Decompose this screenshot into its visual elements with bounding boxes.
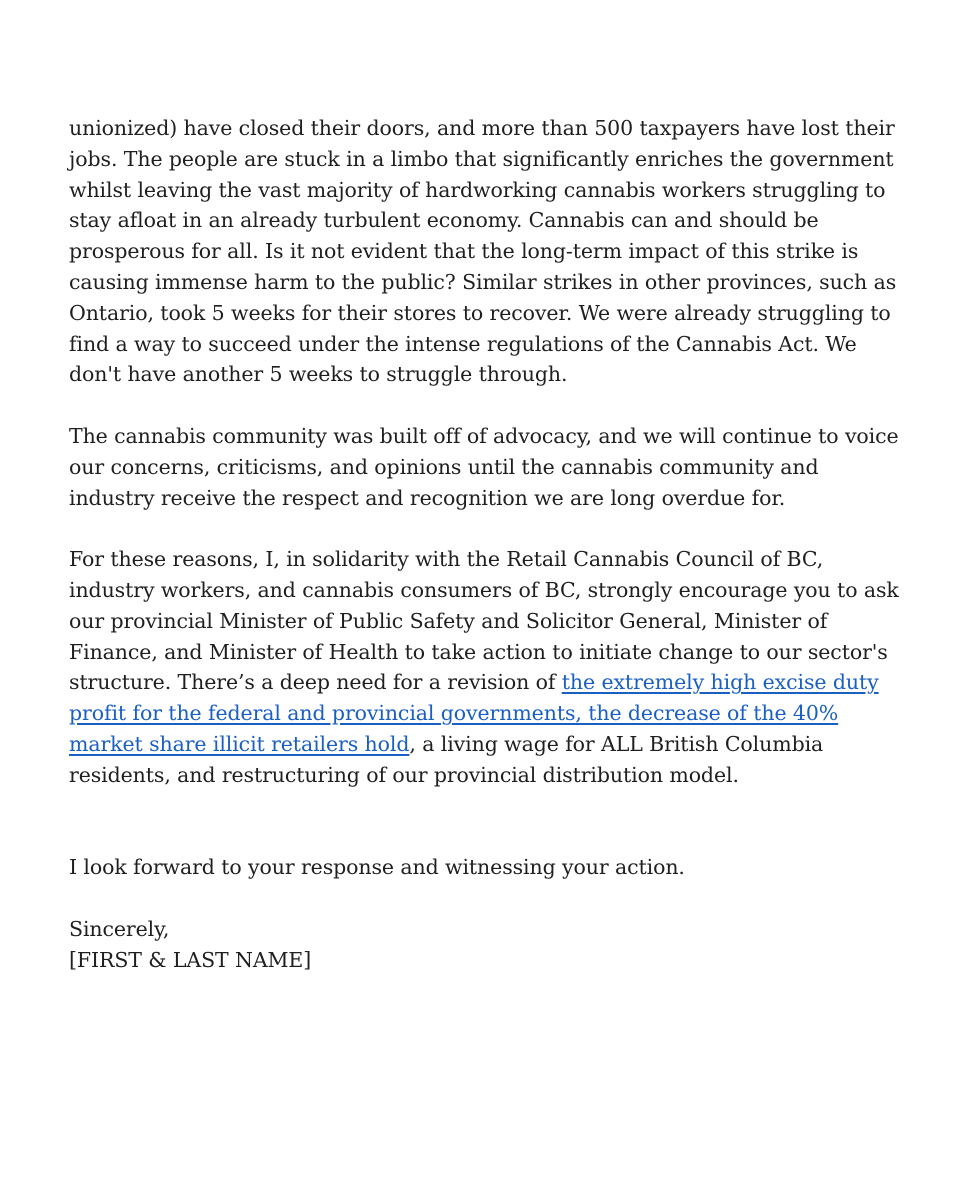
paragraph-advocacy: The cannabis community was built off of advocacy, and we will continue to voice our concerns, criticisms, and opinions until the cannabis community and industry receive the respect and recognition we are long overdue for.: [69, 423, 899, 510]
call-to-action-text: For these reasons, I, in solidarity with the Retail Cannabis Council of BC, industry workers, and cannabis consumers of BC, strongly encourage you to ask our provincial Minister of Public Safety and Solicitor General, Minister of Finance, and Minister of Health to take action to initiate change to our sector's structure. There’s a deep need for a revision of: [69, 547, 899, 695]
paragraph-spacer: [69, 513, 899, 544]
paragraph-spacer: [69, 390, 899, 421]
paragraph-strike-impact: unionized) have closed their doors, and more than 500 taxpayers have lost their jobs. The people are stuck in a limbo that significantly enriches the government whilst leaving the vast majority of hardworking cannabis workers struggling to stay afloat in an already turbulent economy. Cannabis can and should be prosperous for all. Is it not evident that the long-term impact of this strike is causing immense harm to the public? Similar strikes in other provinces, such as Ontario, took 5 weeks for their stores to recover. We were already struggling to find a way to succeed under the intense regulations of the Cannabis Act. We don't have another 5 weeks to struggle through.: [69, 116, 897, 387]
closing-salutation: Sincerely,: [69, 916, 170, 941]
paragraph-spacer: [69, 883, 899, 914]
signature-placeholder: [FIRST & LAST NAME]: [69, 947, 312, 972]
paragraph-closing-remark: I look forward to your response and witnessing your action.: [69, 855, 685, 880]
letter-body: [69, 113, 899, 975]
excise-duty-link[interactable]: the extremely high excise duty profit for the federal and provincial governments, the decrease of the 40% market share illicit retailers hold: [69, 670, 879, 756]
paragraph-call-to-action: [69, 544, 899, 790]
call-to-action-text-end: , a living wage for ALL British Columbia residents, and restructuring of our provincial distribution model.: [69, 731, 824, 787]
paragraph-spacer: [69, 791, 899, 853]
